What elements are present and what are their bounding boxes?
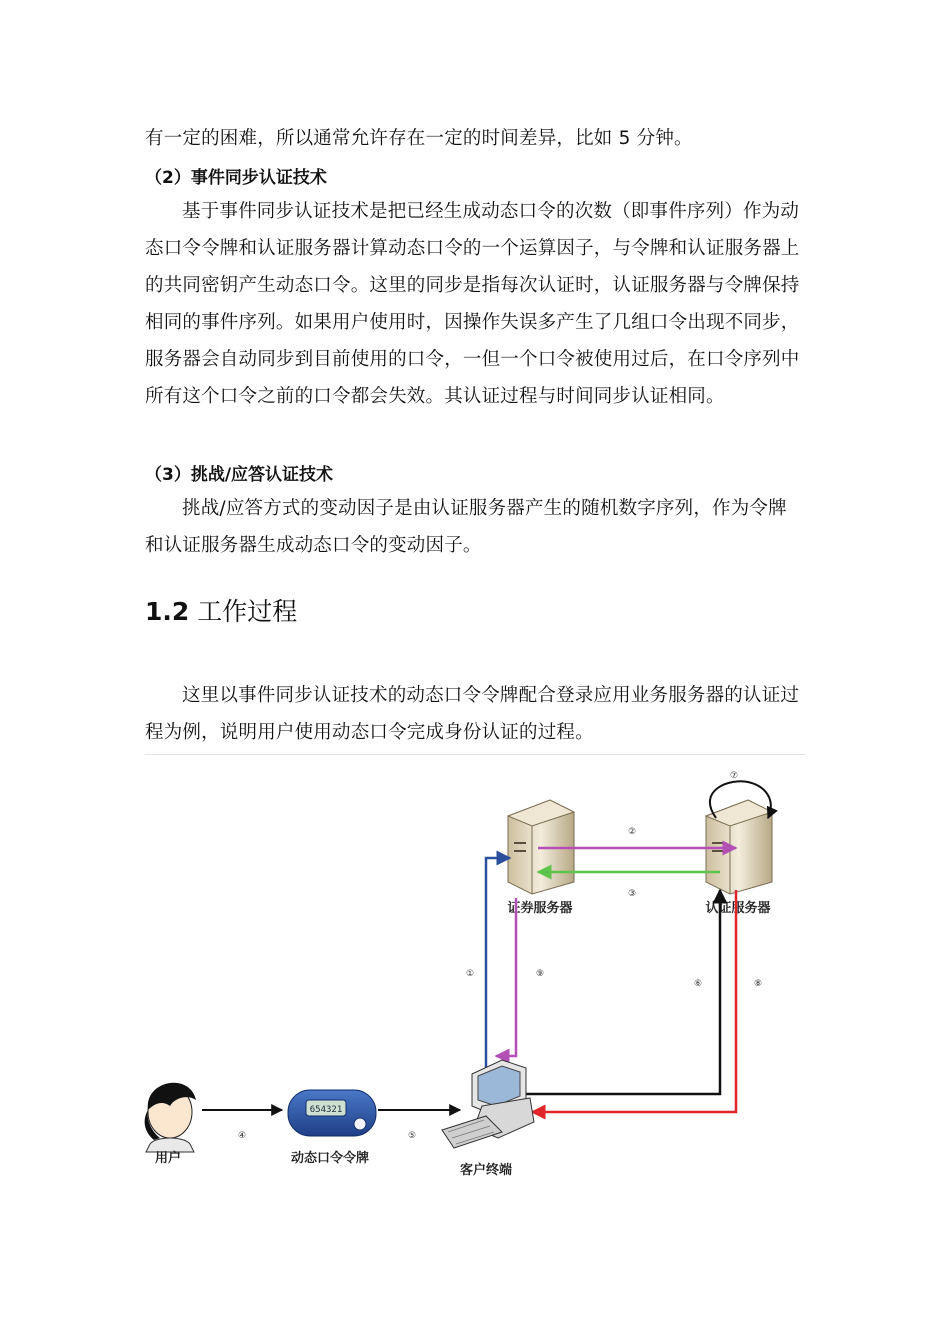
section-heading xyxy=(145,592,297,628)
token-display-code: 654321 xyxy=(309,1105,343,1115)
client-to-auth-arrow xyxy=(520,890,720,1094)
auth-to-client-arrow xyxy=(532,890,736,1112)
divider xyxy=(145,754,805,755)
step-6: ⑥ xyxy=(693,979,703,989)
step-9: ⑨ xyxy=(535,969,545,979)
step-1: ① xyxy=(465,969,475,979)
client-label: 客户终端 xyxy=(459,1163,513,1178)
step-5: ⑤ xyxy=(407,1131,417,1141)
step-2: ② xyxy=(627,827,637,837)
step-4: ④ xyxy=(237,1131,247,1141)
user-icon xyxy=(145,1083,196,1152)
auth-server-label: 认证服务器 xyxy=(705,901,771,916)
section-title: 工作过程 xyxy=(197,597,298,626)
client-to-app-arrow xyxy=(486,858,510,1070)
app-to-client-arrow xyxy=(496,898,516,1056)
subheading-event-sync: （2）事件同步认证技术 xyxy=(145,168,327,188)
client-terminal-icon xyxy=(442,1060,534,1148)
token-label: 动态口令令牌 xyxy=(290,1151,370,1166)
step-8: ⑧ xyxy=(753,979,763,989)
auth-flow-diagram xyxy=(130,760,810,1190)
paragraph-process: 这里以事件同步认证技术的动态口令令牌配合登录应用业务服务器的认证过程为例，说明用户使用动态口令完成身份认证的过程。 xyxy=(145,685,800,743)
app-server-label: 证券服务器 xyxy=(507,901,573,916)
subheading-challenge: （3）挑战/应答认证技术 xyxy=(145,465,334,485)
paragraph-event-sync: 基于事件同步认证技术是把已经生成动态口令的次数（即事件序列）作为动态口令令牌和认证服务器计算动态口令的一个运算因子，与令牌和认证服务器上的共同密钥产生动态口令。这里的同步是指每次认证时，认证服务器与令牌保持相同的事件序列。如果用户使用时，因操作失误多产生了几组口令出现不同步，服务器会自动同步到目前使用的口令，一但一个口令被使用过后，在口令序列中所有这个口令之前的口令都会失效。其认证过程与时间同步认证相同。 xyxy=(145,201,800,407)
step-3: ③ xyxy=(627,889,637,899)
paragraph-intro: 有一定的困难，所以通常允许存在一定的时间差异，比如 5 分钟。 xyxy=(145,128,693,149)
paragraph-challenge: 挑战/应答方式的变动因子是由认证服务器产生的随机数字序列，作为令牌和认证服务器生成动态口令的变动因子。 xyxy=(145,498,787,556)
user-label: 用户 xyxy=(154,1151,182,1166)
step-7: ⑦ xyxy=(729,771,739,781)
section-number: 1.2 xyxy=(145,597,190,626)
